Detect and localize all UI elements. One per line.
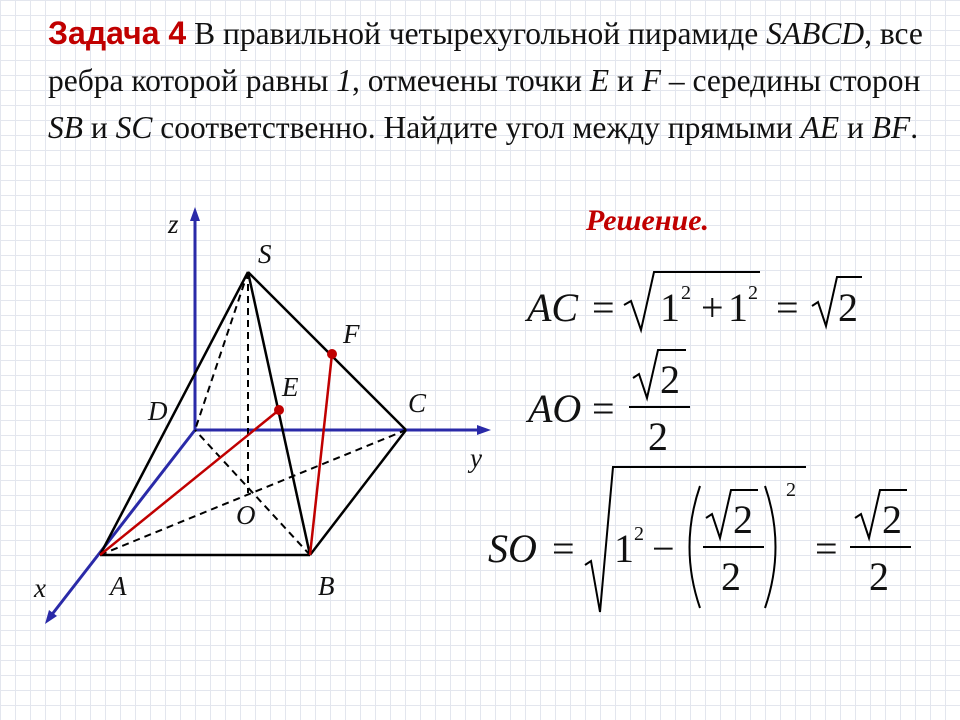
edge-sd [195, 272, 248, 430]
problem-text-9: . [910, 110, 919, 145]
ac-one-b: 1 [728, 285, 748, 330]
so-exp: 2 [634, 523, 644, 545]
so-minus: − [652, 526, 675, 571]
ac-one-a: 1 [660, 285, 680, 330]
line-ae-name: AE [800, 110, 840, 145]
so-one: 1 [614, 526, 634, 571]
so-numerator: 2 [733, 497, 753, 542]
label-d: D [148, 396, 168, 426]
problem-text-5: – середины сторон [660, 63, 921, 98]
problem-text-3: , отмечены точки [352, 63, 590, 98]
point-e-dot [274, 405, 284, 415]
edge-length: 1 [336, 63, 352, 98]
problem-text-6: и [83, 110, 116, 145]
edge-sc-name: SC [115, 110, 153, 145]
ac-eq2: = [776, 285, 799, 330]
problem-title: Задача 4 [48, 15, 187, 51]
so-lhs: SO [488, 526, 537, 571]
ac-eq: = [592, 285, 615, 330]
solution-label: Решение. [586, 204, 710, 237]
label-s: S [258, 239, 272, 269]
ao-denominator: 2 [648, 414, 668, 459]
formula-ao [525, 350, 690, 459]
ao-numerator: 2 [660, 357, 680, 402]
segment-bf [310, 354, 332, 555]
axis-y-label: y [470, 443, 482, 473]
point-e-name: E [589, 63, 610, 98]
pyramid-name: SABCD [766, 16, 865, 51]
so-eq: = [552, 526, 575, 571]
problem-text-4: и [609, 63, 642, 98]
formula-so [488, 467, 911, 612]
problem-text-8: и [839, 110, 872, 145]
ao-lhs: AO [528, 386, 582, 431]
ac-result: 2 [838, 285, 858, 330]
label-c: C [408, 388, 427, 418]
so-right-paren-icon [765, 486, 776, 608]
label-f: F [343, 319, 360, 349]
edge-sa [100, 272, 248, 555]
edge-sb-name: SB [48, 110, 83, 145]
axis-z-label: z [168, 209, 179, 239]
label-e: E [282, 372, 299, 402]
ac-exp-a: 2 [681, 282, 691, 304]
label-o: O [236, 500, 256, 530]
diagonal-bd [195, 430, 310, 555]
ao-eq: = [592, 386, 615, 431]
ac-exp-b: 2 [748, 282, 758, 304]
segment-ae [100, 410, 279, 555]
y-axis-arrow-icon [477, 425, 491, 435]
ac-plus: + [701, 285, 724, 330]
so-result-denominator: 2 [869, 554, 889, 599]
label-a: A [110, 571, 127, 601]
z-axis-arrow-icon [190, 207, 200, 221]
so-eq2: = [815, 526, 838, 571]
ac-lhs: AC [527, 285, 579, 330]
problem-text-7: соответственно. Найдите угол между прямыми [152, 110, 801, 145]
so-left-paren-icon [690, 486, 701, 608]
line-bf-name: BF [871, 110, 911, 145]
axis-x-label: x [34, 573, 46, 603]
problem-text-1: В правильной четырехугольной пирамиде [186, 16, 767, 51]
so-denominator: 2 [721, 554, 741, 599]
problem-text-2: , все ребра которой равны [48, 16, 923, 98]
so-result-numerator: 2 [882, 497, 902, 542]
so-outer-exp: 2 [786, 479, 796, 501]
point-f-dot [327, 349, 337, 359]
label-b: B [318, 571, 335, 601]
point-f-name: F [641, 63, 661, 98]
formula-ac [524, 272, 862, 330]
